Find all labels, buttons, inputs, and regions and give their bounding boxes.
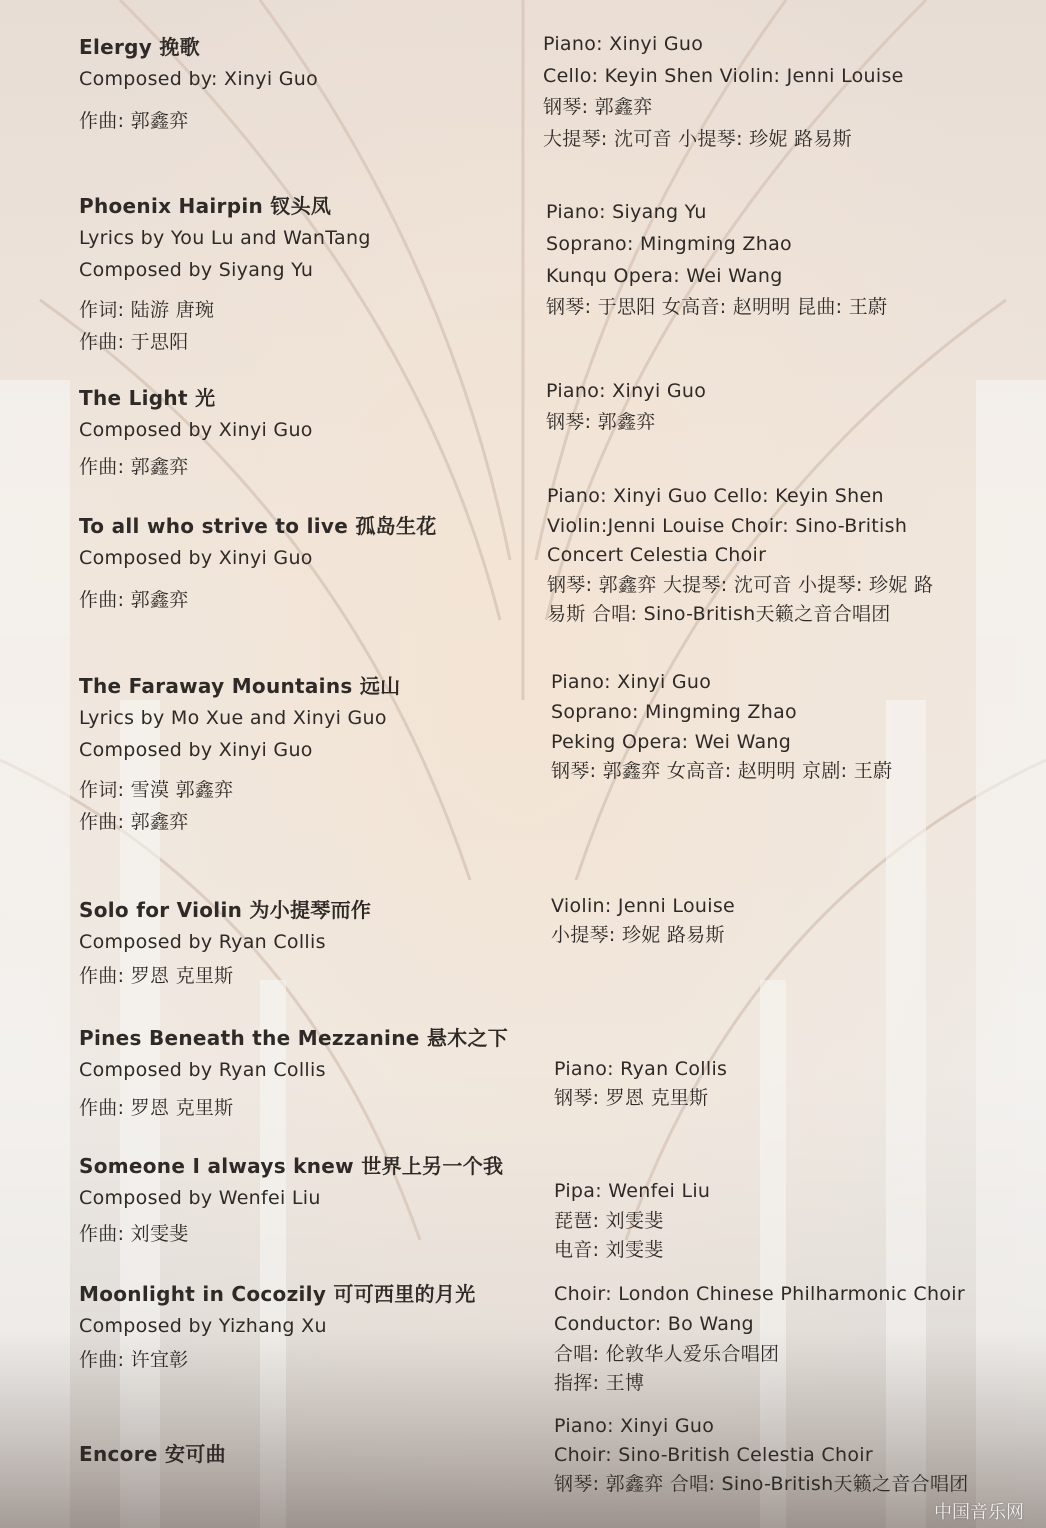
- piece-credit: Lyrics by You Lu and WanTang: [79, 227, 371, 249]
- performer-line: 钢琴: 于思阳 女高音: 赵明明 昆曲: 王蔚: [546, 296, 888, 318]
- performer-line: Soprano: Mingming Zhao: [551, 701, 797, 723]
- performer-line: Choir: Sino-British Celestia Choir: [554, 1444, 873, 1466]
- piece-title: Moonlight in Cocozily 可可西里的月光: [79, 1282, 476, 1306]
- performer-line: Concert Celestia Choir: [547, 544, 767, 566]
- piece-credit: 作曲: 罗恩 克里斯: [79, 1097, 234, 1119]
- performer-line: 大提琴: 沈可音 小提琴: 珍妮 路易斯: [543, 128, 852, 150]
- piece-credit: 作曲: 郭鑫弈: [79, 589, 189, 611]
- performer-line: Piano: Siyang Yu: [546, 201, 707, 223]
- piece-title: Solo for Violin 为小提琴而作: [79, 898, 372, 922]
- piece-credit: 作曲: 郭鑫弈: [79, 110, 189, 132]
- watermark-logo: 中国音乐网: [934, 1502, 1024, 1523]
- performer-line: Piano: Xinyi Guo: [543, 33, 704, 55]
- performer-line: 合唱: 伦敦华人爱乐合唱团: [554, 1343, 780, 1365]
- piece-credit: Composed by Siyang Yu: [79, 259, 314, 281]
- performer-line: 钢琴: 郭鑫弈: [543, 96, 653, 118]
- piece-credit: Composed by Xinyi Guo: [79, 547, 313, 569]
- piece-credit: 作曲: 罗恩 克里斯: [79, 965, 234, 987]
- piece-title: The Light 光: [79, 386, 216, 410]
- piece-title: Phoenix Hairpin 钗头凤: [79, 194, 332, 218]
- performer-line: Kunqu Opera: Wei Wang: [546, 265, 783, 287]
- performer-line: Piano: Xinyi Guo: [554, 1415, 715, 1437]
- piece-credit: Composed by Ryan Collis: [79, 931, 326, 953]
- piece-credit: 作曲: 郭鑫弈: [79, 811, 189, 833]
- piece-credit: 作曲: 于思阳: [79, 331, 189, 353]
- piece-credit: Composed by Wenfei Liu: [79, 1187, 321, 1209]
- performer-line: Piano: Xinyi Guo: [551, 671, 712, 693]
- performer-line: Conductor: Bo Wang: [554, 1313, 754, 1335]
- performer-line: 电音: 刘雯斐: [554, 1239, 664, 1261]
- piece-title: Elergy 挽歌: [79, 35, 200, 59]
- piece-title: Encore 安可曲: [79, 1442, 226, 1466]
- performer-line: 钢琴: 郭鑫弈 合唱: Sino-British天籁之音合唱团: [554, 1473, 969, 1495]
- piece-credit: Composed by Xinyi Guo: [79, 739, 313, 761]
- piece-title: The Faraway Mountains 远山: [79, 674, 401, 698]
- performer-line: Violin: Jenni Louise: [551, 895, 736, 917]
- performer-line: Pipa: Wenfei Liu: [554, 1180, 711, 1202]
- piece-title: To all who strive to live 孤岛生花: [79, 514, 437, 538]
- piece-credit: Composed by: Xinyi Guo: [79, 68, 319, 90]
- performer-line: Choir: London Chinese Philharmonic Choir: [554, 1283, 965, 1305]
- piece-credit: Lyrics by Mo Xue and Xinyi Guo: [79, 707, 387, 729]
- performer-line: Peking Opera: Wei Wang: [551, 731, 792, 753]
- performer-line: 钢琴: 罗恩 克里斯: [554, 1087, 709, 1109]
- performer-line: 小提琴: 珍妮 路易斯: [551, 924, 725, 946]
- performer-line: 钢琴: 郭鑫弈: [546, 411, 656, 433]
- performer-line: 钢琴: 郭鑫弈 女高音: 赵明明 京剧: 王蔚: [551, 760, 893, 782]
- performer-line: Soprano: Mingming Zhao: [546, 233, 792, 255]
- performer-line: Cello: Keyin Shen Violin: Jenni Louise: [543, 65, 904, 87]
- performer-line: Violin:Jenni Louise Choir: Sino-British: [547, 515, 908, 537]
- piece-credit: 作词: 雪漠 郭鑫弈: [79, 779, 234, 801]
- performer-line: 琵琶: 刘雯斐: [554, 1210, 664, 1232]
- piece-credit: 作曲: 刘雯斐: [79, 1223, 189, 1245]
- piece-credit: 作词: 陆游 唐琬: [79, 299, 215, 321]
- performer-line: 钢琴: 郭鑫弈 大提琴: 沈可音 小提琴: 珍妮 路: [547, 574, 934, 596]
- piece-credit: 作曲: 郭鑫弈: [79, 456, 189, 478]
- performer-line: Piano: Xinyi Guo: [546, 380, 707, 402]
- piece-title: Pines Beneath the Mezzanine 悬木之下: [79, 1026, 509, 1050]
- piece-credit: Composed by Ryan Collis: [79, 1059, 326, 1081]
- performer-line: Piano: Ryan Collis: [554, 1058, 728, 1080]
- performer-line: 易斯 合唱: Sino-British天籁之音合唱团: [547, 603, 891, 625]
- piece-credit: Composed by Yizhang Xu: [79, 1315, 327, 1337]
- performer-line: Piano: Xinyi Guo Cello: Keyin Shen: [547, 485, 884, 507]
- piece-title: Someone I always knew 世界上另一个我: [79, 1154, 504, 1178]
- piece-credit: Composed by Xinyi Guo: [79, 419, 313, 441]
- performer-line: 指挥: 王博: [554, 1372, 645, 1394]
- piece-credit: 作曲: 许宜彰: [79, 1349, 189, 1371]
